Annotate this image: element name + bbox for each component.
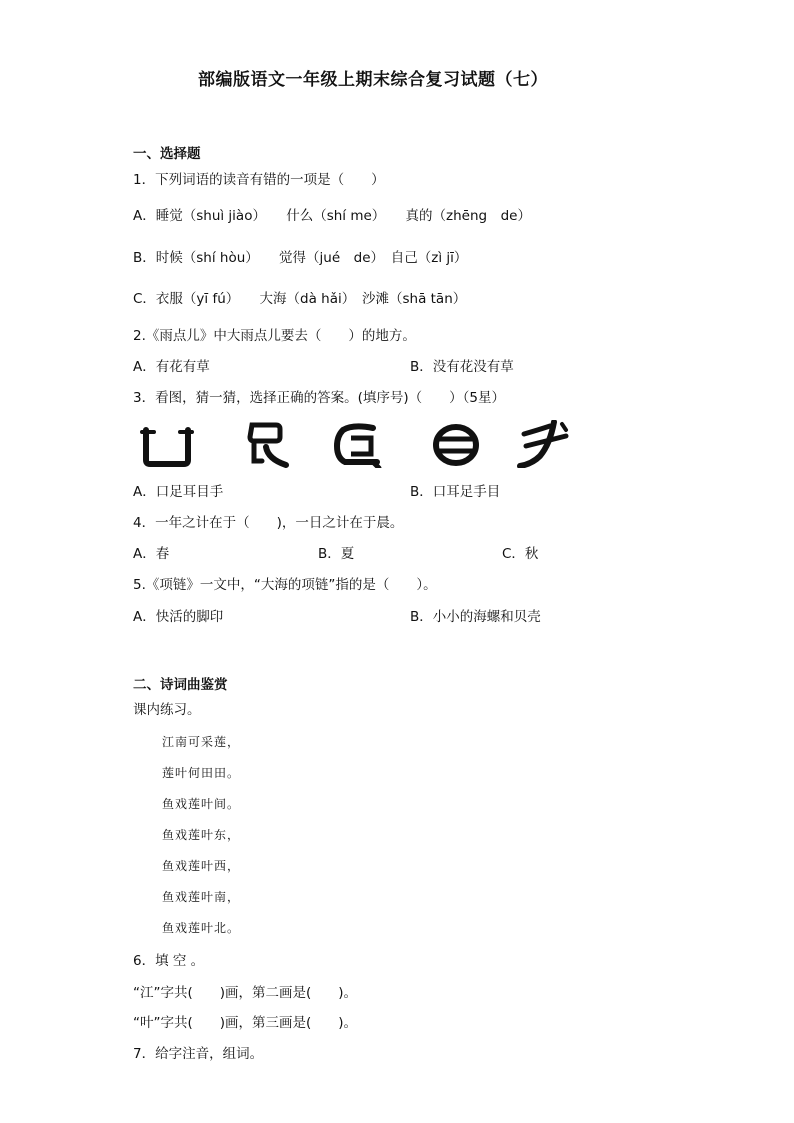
question-3-stem: 3．看图，猜一猜，选择正确的答案。(填序号)（ ）（5星） <box>133 390 505 406</box>
question-1-option-b: B．时候（shí hòu） 觉得（jué de） 自己（zì jī） <box>133 250 468 266</box>
page-title: 部编版语文一年级上期末综合复习试题（七） <box>198 70 548 90</box>
question-4-option-c: C．秋 <box>502 546 539 562</box>
poem-line: 鱼戏莲叶北。 <box>162 921 241 935</box>
section-heading-choice: 一、选择题 <box>133 146 201 162</box>
question-2-option-a: A．有花有草 <box>133 359 210 375</box>
poem-line: 鱼戏莲叶南， <box>162 890 241 904</box>
question-5-stem: 5.《项链》一文中，“大海的项链”指的是（ ）。 <box>133 577 437 593</box>
hand-ancient-glyph-icon <box>516 420 570 468</box>
question-4-stem: 4．一年之计在于（ )，一日之计在于晨。 <box>133 515 404 531</box>
question-6-stem: 6．填 空 。 <box>133 953 205 969</box>
question-2-stem: 2.《雨点儿》中大雨点儿要去（ ）的地方。 <box>133 328 416 344</box>
question-1-option-c: C．衣服（yī fú） 大海（dà hǎi） 沙滩（shā tān） <box>133 291 467 307</box>
question-6-line-2: “叶”字共( )画，第三画是( )。 <box>133 1015 358 1031</box>
foot-ancient-glyph-icon <box>246 421 290 469</box>
poem-line: 江南可采莲， <box>162 735 241 749</box>
section-intro: 课内练习。 <box>133 702 201 718</box>
question-7-stem: 7．给字注音，组词。 <box>133 1046 264 1062</box>
question-5-option-b: B．小小的海螺和贝壳 <box>410 609 541 625</box>
question-3-option-a: A．口足耳目手 <box>133 484 224 500</box>
question-1-option-a: A．睡觉（shuì jiào） 什么（shí me） 真的（zhēng de） <box>133 208 531 224</box>
poem-line: 鱼戏莲叶东， <box>162 828 241 842</box>
question-3-option-b: B．口耳足手目 <box>410 484 501 500</box>
question-1-stem: 1．下列词语的读音有错的一项是（ ） <box>133 172 385 188</box>
question-6-line-1: “江”字共( )画，第二画是( )。 <box>133 985 358 1001</box>
question-2-option-b: B．没有花没有草 <box>410 359 514 375</box>
poem-line: 鱼戏莲叶间。 <box>162 797 241 811</box>
mouth-ancient-glyph-icon <box>140 424 194 468</box>
section-heading-poetry: 二、诗词曲鉴赏 <box>133 677 228 693</box>
ear-ancient-glyph-icon <box>333 422 383 468</box>
poem-line: 莲叶何田田。 <box>162 766 241 780</box>
eye-ancient-glyph-icon <box>432 423 480 467</box>
question-5-option-a: A．快活的脚印 <box>133 609 224 625</box>
question-4-option-a: A．春 <box>133 546 170 562</box>
question-4-option-b: B．夏 <box>318 546 355 562</box>
poem-line: 鱼戏莲叶西， <box>162 859 241 873</box>
